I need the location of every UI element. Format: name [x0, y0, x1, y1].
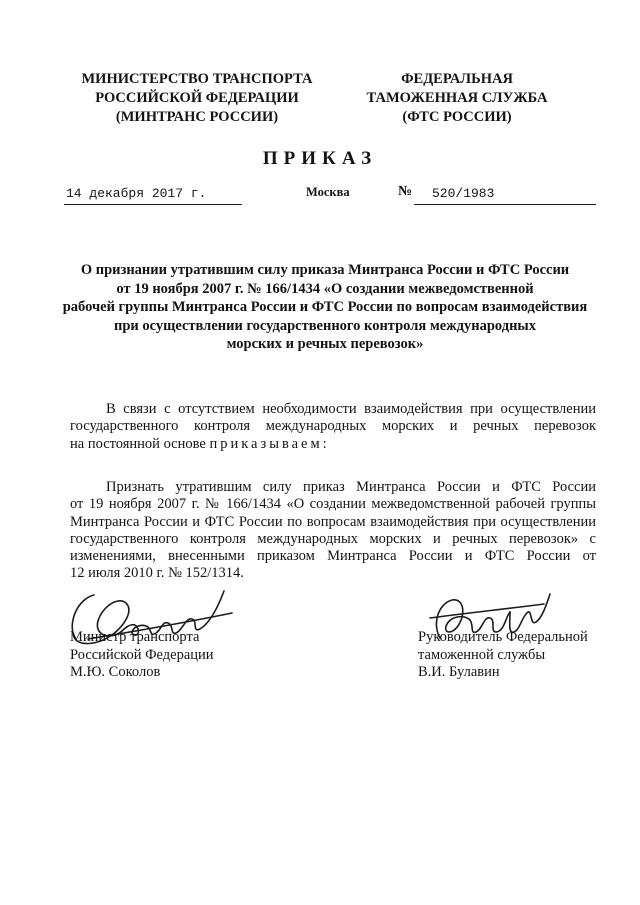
ministry-header-line: МИНИСТЕРСТВО ТРАНСПОРТА: [81, 71, 313, 87]
ministry-header: [52, 70, 342, 127]
ministry-header-line: (МИНТРАНС РОССИИ): [115, 109, 279, 125]
customs-header-line: ФЕДЕРАЛЬНАЯ: [401, 71, 513, 87]
paragraph-line: 12 июля 2010 г. № 152/1314.: [70, 565, 244, 582]
paragraph-line: В связи с отсутствием необходимости взаимодействия при осуществлении: [106, 401, 596, 417]
ministry-header-line: РОССИЙСКОЙ ФЕДЕРАЦИИ: [95, 90, 299, 106]
paragraph-line: от 19 ноября 2007 г. № 166/1434 «О создании межведомственной рабочей группы: [70, 496, 596, 513]
signatory-name: В.И. Булавин: [418, 664, 500, 680]
operative-paragraph: [70, 479, 596, 583]
signatory-position: Российской Федерации: [70, 646, 214, 663]
signatory-position: Министр транспорта: [70, 629, 200, 645]
subject-line: О признании утратившим силу приказа Минтранса России и ФТС России: [80, 262, 570, 278]
paragraph-line: государственного контроля международных морских и речных перевозок: [70, 418, 596, 435]
paragraph-line: Минтранса России и ФТС России по вопросам взаимодействия при осуществлении: [70, 513, 596, 530]
customs-header: [338, 70, 576, 127]
paragraph-line: государственного контроля международных морских и речных перевозок» с: [70, 530, 596, 547]
order-city: Москва: [306, 185, 350, 199]
order-subject: [60, 261, 590, 354]
customs-header-line: ТАМОЖЕННАЯ СЛУЖБА: [366, 90, 548, 106]
customs-header-line: (ФТС РОССИИ): [402, 109, 512, 125]
minister-signatory: [70, 629, 214, 682]
number-sign: №: [398, 184, 413, 199]
document-title: ПРИКАЗ: [262, 148, 378, 169]
signatory-position: таможенной службы: [418, 646, 546, 663]
order-keyword: приказываем:: [209, 435, 330, 452]
paragraph-line-prefix: на постоянной основе: [70, 435, 210, 452]
order-number: 520/1983: [432, 186, 495, 201]
paragraph-line: [70, 436, 596, 453]
customs-head-signatory: [418, 629, 588, 682]
subject-line: рабочей группы Минтранса России и ФТС России по вопросам взаимодействия: [62, 299, 588, 315]
paragraph-line: Признать утратившим силу приказ Минтранса России и ФТС России: [106, 479, 596, 495]
subject-line: морских и речных перевозок»: [226, 336, 424, 352]
signatory-position: Руководитель Федеральной: [418, 629, 588, 645]
subject-line: при осуществлении государственного контроля международных: [113, 317, 536, 334]
signatory-name: М.Ю. Соколов: [70, 664, 161, 680]
paragraph-line: изменениями, внесенными приказом Минтранса России и ФТС России от: [70, 548, 596, 565]
subject-line: от 19 ноября 2007 г. № 166/1434 «О создании межведомственной: [116, 280, 534, 297]
preamble-paragraph: [70, 401, 596, 453]
order-date: 14 декабря 2017 г.: [66, 186, 207, 201]
